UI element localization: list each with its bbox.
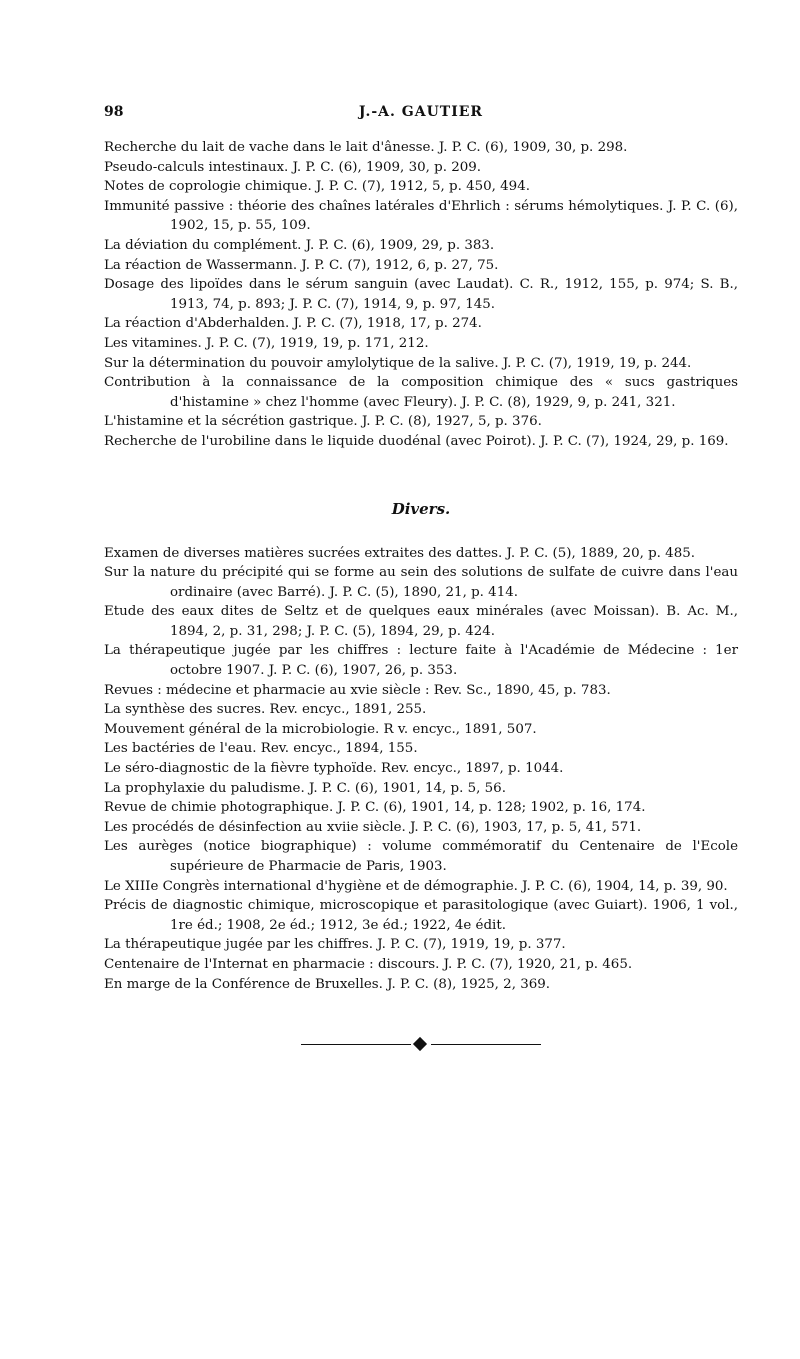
bibliography-entry: La réaction d'Abderhalden. J. P. C. (7), 1918, 17, p. 274.: [104, 316, 482, 332]
bibliography-entry: La thérapeutique jugée par les chiffres. J. P. C. (7), 1919, 19, p. 377.: [104, 937, 566, 953]
diamond-icon: [413, 1037, 427, 1051]
bibliography-entry: Précis de diagnostic chimique, microscopique et parasitologique (avec Guiart). 1906, 1 vol., 1re éd.; 1908, 2e éd.; 1912, 3e éd.; 1922, 4e édit.: [104, 898, 738, 933]
bibliography-entry: La déviation du complément. J. P. C. (6), 1909, 29, p. 383.: [104, 237, 495, 253]
bibliography-entry: Sur la nature du précipité qui se forme au sein des solutions de sulfate de cuivre dans l'eau ordinaire (avec Barré). J. P. C. (5), 1890, 21, p. 414.: [104, 565, 738, 600]
bibliography-entry: Recherche du lait de vache dans le lait d'ânesse. J. P. C. (6), 1909, 30, p. 298.: [104, 140, 628, 155]
bibliography-entry: Immunité passive : théorie des chaînes latérales d'Ehrlich : sérums hémolytiques. J. P. C. (6), 1902, 15, p. 55, 109.: [104, 198, 738, 234]
bibliography-entry: Le XIIIe Congrès international d'hygiène et de démographie. J. P. C. (6), 1904, 14, p. 39, 90.: [104, 878, 728, 894]
bibliography-entry: Centenaire de l'Internat en pharmacie : discours. J. P. C. (7), 1920, 21, p. 465.: [104, 956, 633, 972]
bibliography-entry: La réaction de Wassermann. J. P. C. (7), 1912, 6, p. 27, 75.: [104, 257, 499, 273]
bibliography-entry: L'histamine et la sécrétion gastrique. J. P. C. (8), 1927, 5, p. 376.: [104, 414, 542, 430]
end-ornament: [301, 1038, 541, 1052]
page-header: [104, 104, 738, 126]
bibliography-entry: Notes de coprologie chimique. J. P. C. (7), 1912, 5, p. 450, 494.: [104, 179, 530, 195]
running-head: J.-A. GAUTIER: [358, 104, 484, 120]
bibliography-entry: La thérapeutique jugée par les chiffres : lecture faite à l'Académie de Médecine : 1er octobre 1907. J. P. C. (6), 1907, 26, p. 353.: [104, 643, 738, 679]
ornament-line-right: [431, 1044, 541, 1045]
page-number: 98: [104, 104, 124, 120]
bibliography-entry: Revues : médecine et pharmacie au xvie siècle : Rev. Sc., 1890, 45, p. 783.: [104, 682, 611, 698]
bibliography-list-divers: [104, 544, 738, 995]
bibliography-entry: Les bactéries de l'eau. Rev. encyc., 1894, 155.: [104, 741, 418, 757]
bibliography-entry: Dosage des lipoïdes dans le sérum sanguin (avec Laudat). C. R., 1912, 155, p. 974; S. B., 1913, 74, p. 893; J. P. C. (7), 1914, 9, p. 97, 145.: [104, 277, 738, 312]
bibliography-entry: Les aurèges (notice biographique) : volume commémoratif du Centenaire de l'Ecole supérieure de Pharmacie de Paris, 1903.: [104, 839, 738, 874]
page-body: [104, 104, 738, 1052]
bibliography-entry: Etude des eaux dites de Seltz et de quelques eaux minérales (avec Moissan). B. Ac. M., 1894, 2, p. 31, 298; J. P. C. (5), 1894, 29, p. 424.: [104, 604, 738, 639]
bibliography-entry: Recherche de l'urobiline dans le liquide duodénal (avec Poirot). J. P. C. (7), 1924, 29, p. 169.: [104, 433, 729, 449]
bibliography-entry: Mouvement général de la microbiologie. R v. encyc., 1891, 507.: [104, 721, 537, 737]
bibliography-entry: En marge de la Conférence de Bruxelles. J. P. C. (8), 1925, 2, 369.: [104, 976, 551, 992]
bibliography-entry: Examen de diverses matières sucrées extraites des dattes. J. P. C. (5), 1889, 20, p. 485.: [104, 545, 695, 561]
bibliography-list: [104, 138, 738, 452]
ornament-line-left: [301, 1044, 411, 1045]
bibliography-entry: Les procédés de désinfection au xviie siècle. J. P. C. (6), 1903, 17, p. 5, 41, 571.: [104, 819, 642, 835]
bibliography-entry: Pseudo-calculs intestinaux. J. P. C. (6), 1909, 30, p. 209.: [104, 159, 482, 175]
bibliography-entry: Revue de chimie photographique. J. P. C. (6), 1901, 14, p. 128; 1902, p. 16, 174.: [104, 800, 646, 816]
bibliography-entry: La synthèse des sucres. Rev. encyc., 1891, 255.: [104, 702, 427, 718]
section-title: Divers.: [391, 499, 451, 518]
bibliography-entry: Les vitamines. J. P. C. (7), 1919, 19, p. 171, 212.: [104, 335, 429, 351]
bibliography-entry: Le séro-diagnostic de la fièvre typhoïde. Rev. encyc., 1897, p. 1044.: [104, 761, 564, 777]
bibliography-entry: Contribution à la connaissance de la composition chimique des « sucs gastriques d'histamine » chez l'homme (avec Fleury). J. P. C. (8), 1929, 9, p. 241, 321.: [104, 375, 738, 410]
bibliography-entry: Sur la détermination du pouvoir amylolytique de la salive. J. P. C. (7), 1919, 19, p. 244.: [104, 355, 692, 371]
bibliography-entry: La prophylaxie du paludisme. J. P. C. (6), 1901, 14, p. 5, 56.: [104, 780, 506, 796]
